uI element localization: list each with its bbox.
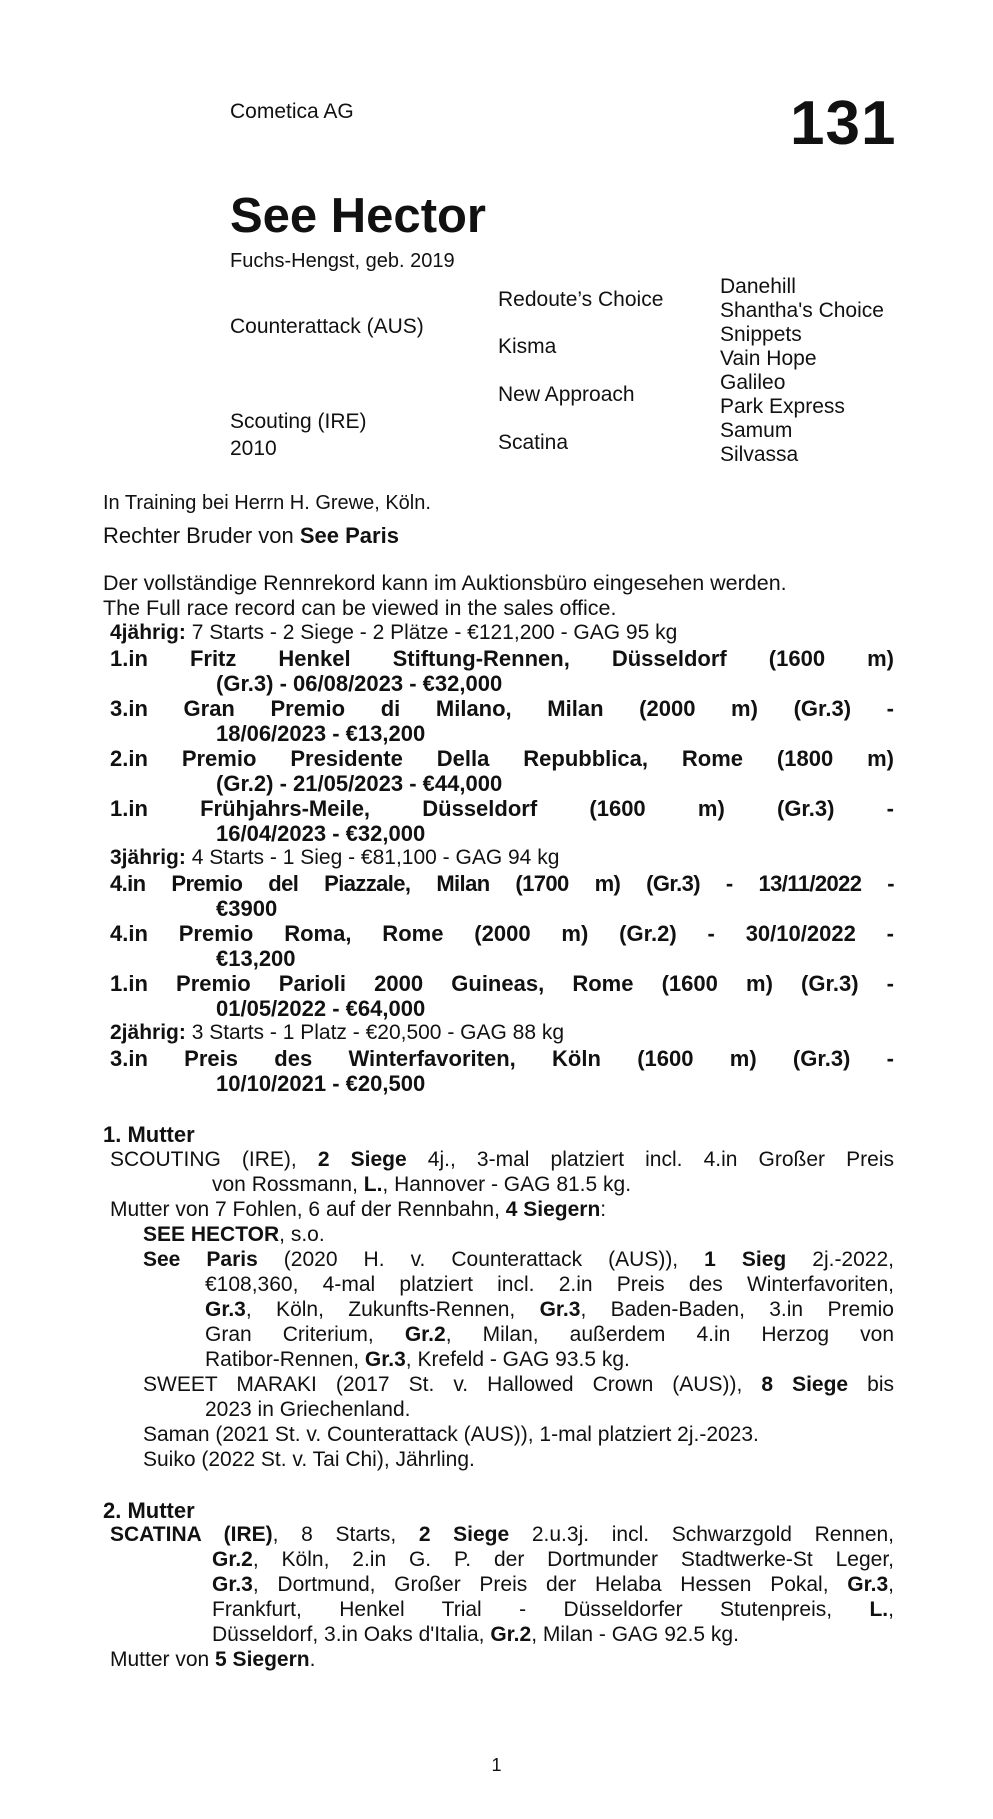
pedigree-dam-year: 2010 bbox=[230, 437, 277, 460]
second-dam-line: Düsseldorf, 3.in Oaks d'Italia, Gr.2, Milan - GAG 92.5 kg. bbox=[212, 1623, 739, 1646]
pedigree-sire-sire: Redoute’s Choice bbox=[498, 288, 664, 311]
pedigree-sire-dam: Kisma bbox=[498, 335, 557, 358]
second-dam-heading: 2. Mutter bbox=[103, 1498, 195, 1523]
pedigree-gen3-1: Danehill bbox=[720, 275, 796, 298]
race-line: 3.in Gran Premio di Milano, Milan (2000 m) (Gr.3) - bbox=[110, 696, 894, 721]
first-dam-line: SCOUTING (IRE), 2 Siege 4j., 3-mal platziert incl. 4.in Großer Preis bbox=[110, 1148, 894, 1171]
race-line: 01/05/2022 - €64,000 bbox=[216, 996, 426, 1021]
pedigree-dam-sire: New Approach bbox=[498, 383, 635, 406]
pedigree-gen3-7: Samum bbox=[720, 419, 793, 442]
record-note-en: The Full race record can be viewed in the sales office. bbox=[103, 596, 617, 620]
progeny-line: €108,360, 4-mal platziert incl. 2.in Preis des Winterfavoriten, bbox=[205, 1273, 894, 1296]
lot-number: 131 bbox=[790, 89, 897, 158]
first-dam-line: von Rossmann, L., Hannover - GAG 81.5 kg. bbox=[212, 1173, 632, 1196]
pedigree-sire: Counterattack (AUS) bbox=[230, 315, 424, 338]
progeny-item: See Paris (2020 H. v. Counterattack (AUS)), 1 Sieg 2j.-2022, bbox=[143, 1248, 894, 1271]
second-dam-line: Gr.3, Dortmund, Großer Preis der Helaba Hessen Pokal, Gr.3, bbox=[212, 1573, 894, 1596]
pedigree-gen3-8: Silvassa bbox=[720, 443, 799, 466]
race-line: 3.in Preis des Winterfavoriten, Köln (1600 m) (Gr.3) - bbox=[110, 1046, 894, 1071]
pedigree-dam: Scouting (IRE) bbox=[230, 410, 367, 433]
race-line: 4.in Premio Roma, Rome (2000 m) (Gr.2) - 30/10/2022 - bbox=[110, 921, 894, 946]
sibling-name: See Paris bbox=[299, 523, 399, 548]
progeny-line: Gr.3, Köln, Zukunfts-Rennen, Gr.3, Baden-Baden, 3.in Premio bbox=[205, 1298, 894, 1321]
horse-name: See Hector bbox=[230, 189, 487, 243]
progeny-line: 2023 in Griechenland. bbox=[205, 1398, 411, 1421]
sibling-line bbox=[103, 523, 399, 549]
pedigree-gen3-2: Shantha's Choice bbox=[720, 299, 884, 322]
progeny-item: Saman (2021 St. v. Counterattack (AUS)), 1-mal platziert 2j.-2023. bbox=[143, 1423, 759, 1446]
record-note-de: Der vollständige Rennrekord kann im Auktionsbüro eingesehen werden. bbox=[103, 571, 787, 595]
progeny-line: Gran Criterium, Gr.2, Milan, außerdem 4.in Herzog von bbox=[205, 1323, 894, 1346]
second-dam-line: Frankfurt, Henkel Trial - Düsseldorfer Stutenpreis, L., bbox=[212, 1598, 894, 1621]
year-summary: 4jährig: 7 Starts - 2 Siege - 2 Plätze - €121,200 - GAG 95 kg bbox=[110, 621, 678, 644]
year-summary: 3jährig: 4 Starts - 1 Sieg - €81,100 - GAG 94 kg bbox=[110, 846, 560, 869]
race-line: €3900 bbox=[216, 896, 278, 921]
race-line: (Gr.3) - 06/08/2023 - €32,000 bbox=[216, 671, 503, 696]
first-dam-line: Mutter von 7 Fohlen, 6 auf der Rennbahn, 4 Siegern: bbox=[110, 1198, 607, 1221]
race-line: 4.in Premio del Piazzale, Milan (1700 m) (Gr.3) - 13/11/2022 - bbox=[110, 871, 894, 896]
progeny-item: SWEET MARAKI (2017 St. v. Hallowed Crown (AUS)), 8 Siege bis bbox=[143, 1373, 894, 1396]
sibling-prefix: Rechter Bruder von bbox=[103, 523, 300, 548]
seller-name: Cometica AG bbox=[230, 100, 354, 123]
first-dam-heading: 1. Mutter bbox=[103, 1122, 195, 1147]
second-dam-line: Gr.2, Köln, 2.in G. P. der Dortmunder Stadtwerke-St Leger, bbox=[212, 1548, 894, 1571]
page-number: 1 bbox=[491, 1755, 502, 1775]
progeny-item: Suiko (2022 St. v. Tai Chi), Jährling. bbox=[143, 1448, 475, 1471]
pedigree-dam-dam: Scatina bbox=[498, 431, 569, 454]
pedigree-gen3-6: Park Express bbox=[720, 395, 845, 418]
horse-description: Fuchs-Hengst, geb. 2019 bbox=[230, 250, 455, 272]
progeny-line: Ratibor-Rennen, Gr.3, Krefeld - GAG 93.5 kg. bbox=[205, 1348, 630, 1371]
race-line: (Gr.2) - 21/05/2023 - €44,000 bbox=[216, 771, 503, 796]
race-line: 1.in Premio Parioli 2000 Guineas, Rome (1600 m) (Gr.3) - bbox=[110, 971, 894, 996]
race-line: 10/10/2021 - €20,500 bbox=[216, 1071, 426, 1096]
pedigree-gen3-3: Snippets bbox=[720, 323, 802, 346]
race-line: 16/04/2023 - €32,000 bbox=[216, 821, 426, 846]
race-line: 2.in Premio Presidente Della Repubblica, Rome (1800 m) bbox=[110, 746, 894, 771]
race-line: 1.in Frühjahrs-Meile, Düsseldorf (1600 m) (Gr.3) - bbox=[110, 796, 894, 821]
training-info: In Training bei Herrn H. Grewe, Köln. bbox=[103, 492, 431, 514]
race-line: 1.in Fritz Henkel Stiftung-Rennen, Düsseldorf (1600 m) bbox=[110, 646, 894, 671]
second-dam-line: Mutter von 5 Siegern. bbox=[110, 1648, 316, 1671]
race-line: €13,200 bbox=[216, 946, 296, 971]
progeny-item: SEE HECTOR, s.o. bbox=[143, 1223, 325, 1246]
year-summary: 2jährig: 3 Starts - 1 Platz - €20,500 - GAG 88 kg bbox=[110, 1021, 565, 1044]
second-dam-line: SCATINA (IRE), 8 Starts, 2 Siege 2.u.3j. incl. Schwarzgold Rennen, bbox=[110, 1523, 895, 1546]
pedigree-gen3-5: Galileo bbox=[720, 371, 786, 394]
race-line: 18/06/2023 - €13,200 bbox=[216, 721, 426, 746]
pedigree-gen3-4: Vain Hope bbox=[720, 347, 817, 370]
